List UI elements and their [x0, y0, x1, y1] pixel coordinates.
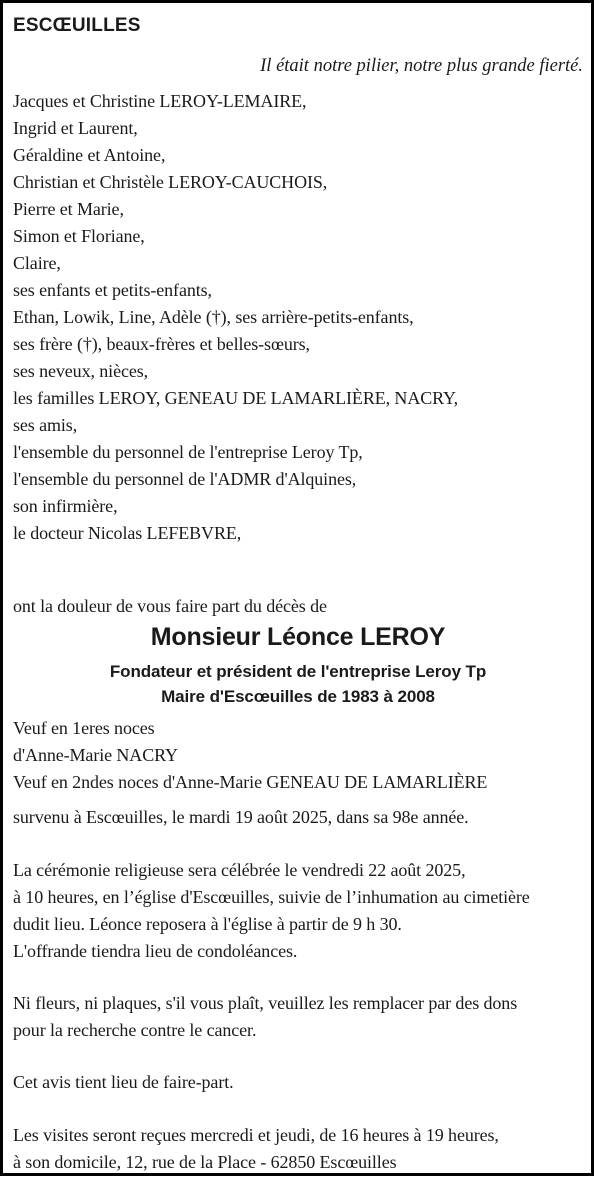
- family-line: l'ensemble du personnel de l'entreprise Leroy Tp,: [13, 442, 363, 462]
- visits-line: à son domicile, 12, rue de la Place - 62850 Escœuilles: [13, 1152, 397, 1172]
- donations-line: pour la recherche contre le cancer.: [13, 1020, 257, 1040]
- family-line: Ethan, Lowik, Line, Adèle (†), ses arrière-petits-enfants,: [13, 307, 414, 327]
- visits-paragraph: [13, 1122, 583, 1176]
- family-line: Pierre et Marie,: [13, 199, 124, 219]
- civil-status-line: d'Anne-Marie NACRY: [13, 745, 178, 765]
- ceremony-paragraph: [13, 857, 583, 965]
- ceremony-line: à 10 heures, en l’église d'Escœuilles, suivie de l’inhumation au cimetière: [13, 887, 530, 907]
- family-line: Simon et Floriane,: [13, 226, 145, 246]
- family-line: l'ensemble du personnel de l'ADMR d'Alquines,: [13, 469, 357, 489]
- civil-status: [13, 715, 583, 831]
- family-line: les familles LEROY, GENEAU DE LAMARLIÈRE, NACRY,: [13, 388, 459, 408]
- notice-line: Cet avis tient lieu de faire-part.: [13, 1072, 234, 1092]
- civil-status-line: Veuf en 2ndes noces d'Anne-Marie GENEAU DE LAMARLIÈRE: [13, 772, 488, 792]
- family-line: ses neveux, nièces,: [13, 361, 149, 381]
- family-line: son infirmière,: [13, 496, 118, 516]
- family-list: [13, 88, 583, 547]
- town-name: ESCŒUILLES: [13, 15, 141, 36]
- death-statement: survenu à Escœuilles, le mardi 19 août 2025, dans sa 98e année.: [13, 807, 469, 827]
- civil-status-line: Veuf en 1eres noces: [13, 718, 155, 738]
- deceased-titles: [13, 659, 583, 709]
- family-line: Géraldine et Antoine,: [13, 145, 166, 165]
- ceremony-line: L'offrande tiendra lieu de condoléances.: [13, 941, 298, 961]
- family-line: ses frère (†), beaux-frères et belles-sœurs,: [13, 334, 310, 354]
- epigraph: Il était notre pilier, notre plus grande fierté.: [260, 56, 583, 76]
- family-line: Christian et Christèle LEROY-CAUCHOIS,: [13, 172, 328, 192]
- deceased-title: Fondateur et président de l'entreprise Leroy Tp: [109, 662, 487, 681]
- family-line: le docteur Nicolas LEFEBVRE,: [13, 523, 242, 543]
- donations-paragraph: [13, 990, 583, 1044]
- family-line: ses enfants et petits-enfants,: [13, 280, 212, 300]
- family-line: ses amis,: [13, 415, 78, 435]
- announcement-intro: ont la douleur de vous faire part du décès de: [13, 596, 327, 616]
- donations-line: Ni fleurs, ni plaques, s'il vous plaît, veuillez les remplacer par des dons: [13, 993, 518, 1013]
- ceremony-line: dudit lieu. Léonce reposera à l'église à partir de 9 h 30.: [13, 914, 402, 934]
- visits-line: Les visites seront reçues mercredi et jeudi, de 16 heures à 19 heures,: [13, 1125, 499, 1145]
- family-line: Jacques et Christine LEROY-LEMAIRE,: [13, 91, 307, 111]
- family-line: Claire,: [13, 253, 61, 273]
- ceremony-line: La cérémonie religieuse sera célébrée le vendredi 22 août 2025,: [13, 860, 466, 880]
- deceased-title: Maire d'Escœuilles de 1983 à 2008: [161, 687, 435, 706]
- deceased-name: Monsieur Léonce LEROY: [150, 623, 446, 651]
- faire-part-notice: [13, 1069, 583, 1096]
- family-line: Ingrid et Laurent,: [13, 118, 138, 138]
